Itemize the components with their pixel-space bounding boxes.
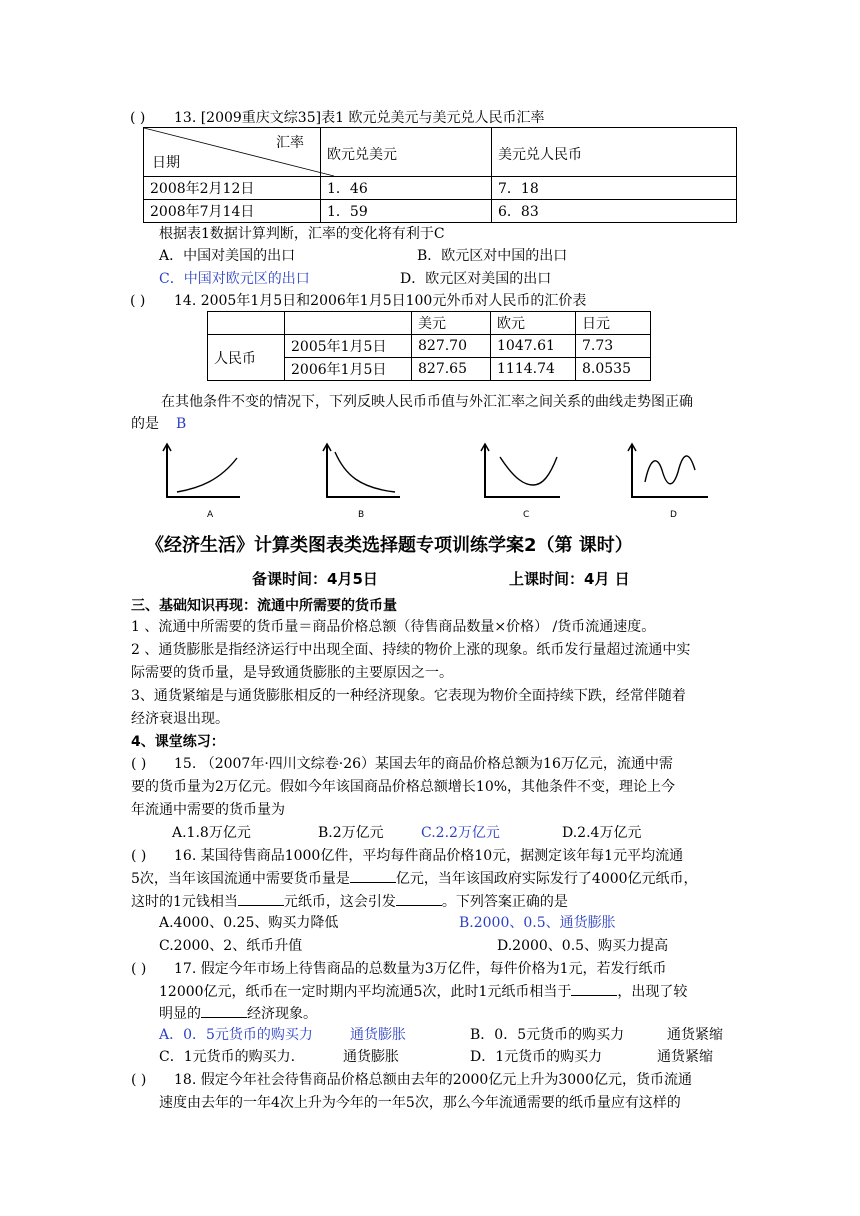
prep-time: 备课时间：4月5日: [252, 570, 378, 588]
q14-row-label: 人民币: [208, 335, 285, 381]
graph-b-label: B: [358, 510, 365, 520]
q13-corner-top: 汇率: [276, 135, 304, 151]
q13-option-a: A．中国对美国的出口: [159, 248, 296, 264]
q14-header-usd: 美元: [412, 312, 491, 335]
q14-header-eur: 欧元: [491, 312, 576, 335]
q16-line2b: 亿元，当年该国政府实际发行了4000亿元纸币，: [395, 871, 698, 887]
q13-row2-usd-cny: 6．83: [492, 200, 737, 223]
q13-row1-eur-usd: 1．46: [321, 177, 492, 200]
q16-line2: [131, 868, 698, 889]
section3-p2-line2: 际需要的货币量，是导致通货膨胀的主要原因之一。: [131, 665, 453, 681]
q14-graphs: [155, 440, 715, 522]
q16-blank-3: [396, 891, 442, 906]
q13-row2-eur-usd: 1．59: [321, 200, 492, 223]
graph-d-label: D: [670, 510, 677, 520]
q15-line3: 年流通中需要的货币量为: [131, 802, 285, 818]
q17-line2a: 12000亿元，纸币在一定时期内平均流通5次，此时1元纸币相当于: [159, 984, 572, 1000]
section3-p3-line2: 经济衰退出现。: [131, 711, 229, 727]
q17-option-d-text: D．1元货币的购买力: [470, 1049, 603, 1065]
q14-table-empty: [208, 312, 285, 335]
q14-table: [207, 311, 651, 381]
q13-table: [143, 127, 737, 223]
q14-stem-line2: 的是: [131, 416, 159, 432]
graph-c-label: C: [523, 510, 530, 520]
section3-heading: 三、基础知识再现：流通中所需要的货币量: [131, 598, 397, 614]
q17-line2b: ，出现了较: [617, 984, 688, 1000]
graph-c: [481, 444, 560, 520]
q17-option-a-text: A．0．5元货币的购买力: [159, 1027, 313, 1043]
q14-row1-jpy: 7.73: [576, 335, 651, 358]
q13-corner-bottom: 日期: [152, 155, 180, 171]
q16-option-b: B.2000、0.5、通货膨胀: [459, 915, 616, 931]
q13-table-corner: [144, 128, 321, 177]
q13-paren: ( ): [130, 110, 146, 126]
q17-option-c-text: C．1元货币的购买力.: [159, 1049, 296, 1065]
q16-line3c: 。下列答案正确的是: [441, 894, 568, 910]
q16-line1: 16. 某国待售商品1000亿件，平均每件商品价格10元，据测定该年每1元平均流通: [174, 848, 684, 864]
q17-option-d-term: 通货紧缩: [657, 1049, 713, 1065]
section3-p4: 4、课堂练习：: [131, 734, 225, 750]
q14-row1-date: 2005年1月5日: [285, 335, 412, 358]
q16-line3b: 元纸币，这会引发: [283, 894, 396, 910]
q14-row2-usd: 827.65: [412, 358, 491, 381]
section3-p2-line1: 2 、通货膨胀是指经济运行中出现全面、持续的物价上涨的现象。纸币发行量超过流通中实: [131, 642, 691, 658]
q18-line1: 18. 假定今年社会待售商品价格总额由去年的2000亿元上升为3000亿元，货币流通: [174, 1072, 692, 1088]
q14-row2-jpy: 8.0535: [576, 358, 651, 381]
q16-line3a: 这时的1元钱相当: [131, 894, 238, 910]
q14-header-jpy: 日元: [576, 312, 651, 335]
q15-option-c: C.2.2万亿元: [421, 825, 500, 841]
q17-line2: [159, 981, 687, 1002]
graph-d: [628, 444, 708, 520]
q16-option-a: A.4000、0.25、购买力降低: [159, 915, 339, 931]
graph-a: [163, 444, 240, 520]
class-time: 上课时间：4月 日: [509, 570, 630, 588]
q13-stem: 根据表1数据计算判断，汇率的变化将有利于C: [159, 226, 445, 242]
section3-p1: 1 、流通中所需要的货币量＝商品价格总额（待售商品数量×价格） /货币流通速度。: [131, 619, 656, 635]
section3-p3-line1: 3、通货紧缩是与通货膨胀相反的一种经济现象。它表现为物价全面持续下跌，经常伴随着: [131, 688, 686, 704]
q13-option-d: D．欧元区对美国的出口: [400, 271, 552, 287]
graph-a-label: A: [207, 510, 214, 520]
table-row: [208, 335, 651, 358]
table-row: [144, 200, 737, 223]
q17-blank-1: [571, 981, 617, 996]
q16-line2a: 5次，当年该国流通中需要货币量是: [131, 871, 350, 887]
q14-row2-date: 2006年1月5日: [285, 358, 412, 381]
q14-answer: B: [176, 416, 187, 432]
q15-option-a: A.1.8万亿元: [172, 825, 251, 841]
q18-line2: 速度由去年的一年4次上升为今年的一年5次，那么今年流通需要的纸币量应有这样的: [159, 1095, 681, 1111]
q17-option-b-term: 通货紧缩: [667, 1027, 723, 1043]
q17-line1: 17. 假定今年市场上待售商品的总数量为3万亿件，每件价格为1元，若发行纸币: [174, 961, 667, 977]
q13-row2-date: 2008年7月14日: [144, 200, 321, 223]
q14-title: 14. 2005年1月5日和2006年1月5日100元外币对人民币的汇价表: [174, 293, 587, 309]
q16-paren: ( ): [131, 848, 147, 864]
q14-stem-line1: 在其他条件不变的情况下，下列反映人民币币值与外汇汇率之间关系的曲线走势图正确: [161, 394, 693, 410]
q13-col1-header: 欧元兑美元: [321, 128, 492, 177]
q16-blank-1: [350, 868, 396, 883]
q17-line3a: 明显的: [159, 1006, 201, 1022]
q15-option-d: D.2.4万亿元: [562, 825, 642, 841]
q14-row1-eur: 1047.61: [491, 335, 576, 358]
q15-paren: ( ): [131, 756, 147, 772]
q14-row1-usd: 827.70: [412, 335, 491, 358]
q13-option-b: B．欧元区对中国的出口: [417, 248, 568, 264]
q16-line3: [131, 891, 568, 912]
q13-row1-date: 2008年2月12日: [144, 177, 321, 200]
q16-option-d: D.2000、0.5、购买力提高: [497, 938, 669, 954]
page-title: 《经济生活》计算类图表类选择题专项训练学案2（第 课时）: [146, 535, 633, 556]
table-row: [144, 177, 737, 200]
q15-line1: 15. （2007年·四川文综卷·26）某国去年的商品价格总额为16万亿元，流通中需: [174, 756, 673, 772]
q17-paren: ( ): [131, 961, 147, 977]
q17-blank-2: [201, 1003, 247, 1018]
q17-option-b-text: B．0．5元货币的购买力: [470, 1027, 625, 1043]
q13-option-c: C．中国对欧元区的出口: [159, 271, 310, 287]
q13-title: 13. [2009重庆文综35]表1 欧元兑美元与美元兑人民币汇率: [174, 110, 545, 126]
q14-table-empty2: [285, 312, 412, 335]
graph-b: [323, 444, 400, 520]
q17-option-a-term: 通货膨胀: [350, 1027, 406, 1043]
q16-option-c: C.2000、2、纸币升值: [159, 938, 303, 954]
q14-paren: ( ): [130, 293, 146, 309]
q15-option-b: B.2万亿元: [318, 825, 384, 841]
q13-col2-header: 美元兑人民币: [492, 128, 737, 177]
q14-row2-eur: 1114.74: [491, 358, 576, 381]
q17-line3b: 经济现象。: [247, 1006, 317, 1022]
q18-paren: ( ): [131, 1072, 147, 1088]
q16-blank-2: [238, 891, 284, 906]
q13-row1-usd-cny: 7．18: [492, 177, 737, 200]
q17-option-c-term: 通货膨胀: [343, 1049, 399, 1065]
q15-line2: 要的货币量为2万亿元。假如今年该国商品价格总额增长10%，其他条件不变，理论上今: [131, 779, 676, 795]
q17-line3: [159, 1003, 317, 1024]
